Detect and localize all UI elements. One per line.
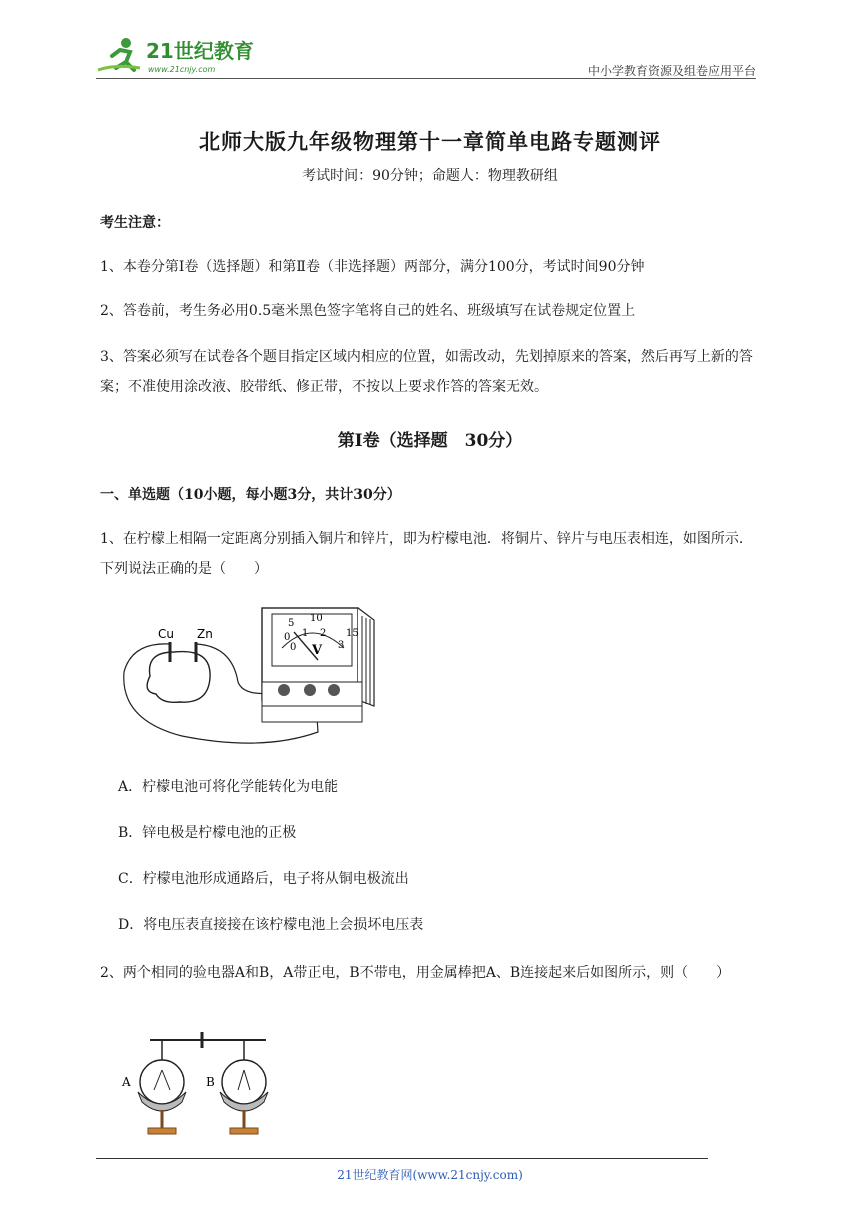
notice-item: 3、答案必须写在试卷各个题目指定区域内相应的位置，如需改动，先划掉原来的答案，然后再写上新的答案；不准使用涂改液、胶带纸、修正带，不按以上要求作答的答案无效。 [100, 349, 753, 395]
site-logo [96, 34, 266, 78]
svg-text:3: 3 [338, 640, 345, 651]
svg-text:B: B [206, 1075, 215, 1089]
logo-text: 21世纪教育 [146, 39, 254, 63]
electroscope-a [121, 1040, 186, 1134]
choice-b: B．锌电极是柠檬电池的正极 [118, 825, 297, 841]
runner-icon [98, 38, 140, 70]
lemon-battery-figure [112, 602, 380, 752]
header-divider [96, 78, 756, 79]
lemon [147, 652, 210, 703]
svg-text:5: 5 [288, 618, 295, 629]
section-title: 第I卷（选择题 30分） [337, 431, 523, 451]
notice-item: 1、本卷分第I卷（选择题）和第Ⅱ卷（非选择题）两部分，满分100分，考试时间90分钟 [100, 259, 645, 275]
site-name: 中小学教育资源及组卷应用平台 [587, 64, 756, 78]
svg-text:0: 0 [290, 642, 297, 653]
notice-heading: 考生注意： [100, 215, 170, 231]
svg-text:1: 1 [302, 628, 309, 639]
footer-text[interactable]: 21世纪教育网(www.21cnjy.com) [337, 1168, 523, 1182]
question-1-stem: 1、在柠檬上相隔一定距离分别插入铜片和锌片，即为柠檬电池．将铜片、锌片与电压表相连，如图所示．下列说法正确的是（ ） [100, 531, 753, 577]
question-2-stem: 2、两个相同的验电器A和B，A带正电，B不带电，用金属棒把A、B连接起来后如图所示，则（ ） [100, 965, 731, 981]
svg-text:V: V [312, 643, 323, 658]
choice-d: D．将电压表直接接在该柠檬电池上会损坏电压表 [118, 917, 424, 933]
svg-text:A: A [122, 1075, 131, 1089]
part-heading: 一、单选题（10小题，每小题3分，共计30分） [100, 487, 401, 503]
notice-item: 2、答卷前，考生务必用0.5毫米黑色签字笔将自己的姓名、班级填写在试卷规定位置上 [100, 303, 636, 319]
svg-text:15: 15 [346, 628, 359, 639]
electroscope-figure [112, 1030, 272, 1142]
svg-text:2: 2 [320, 628, 327, 639]
svg-text:10: 10 [310, 613, 323, 624]
exam-subtitle: 考试时间：90分钟；命题人：物理教研组 [302, 168, 558, 184]
choice-c: C．柠檬电池形成通路后，电子将从铜电极流出 [118, 871, 409, 887]
svg-text:0: 0 [284, 632, 291, 643]
page-header [96, 30, 756, 80]
footer-divider [96, 1158, 708, 1159]
logo-url: www.21cnjy.com [148, 65, 216, 74]
choice-a: A．柠檬电池可将化学能转化为电能 [118, 779, 339, 795]
svg-text:Cu: Cu [158, 627, 174, 641]
exam-title: 北师大版九年级物理第十一章简单电路专题测评 [199, 129, 661, 154]
electroscope-b [206, 1040, 268, 1134]
svg-text:Zn: Zn [197, 627, 213, 641]
